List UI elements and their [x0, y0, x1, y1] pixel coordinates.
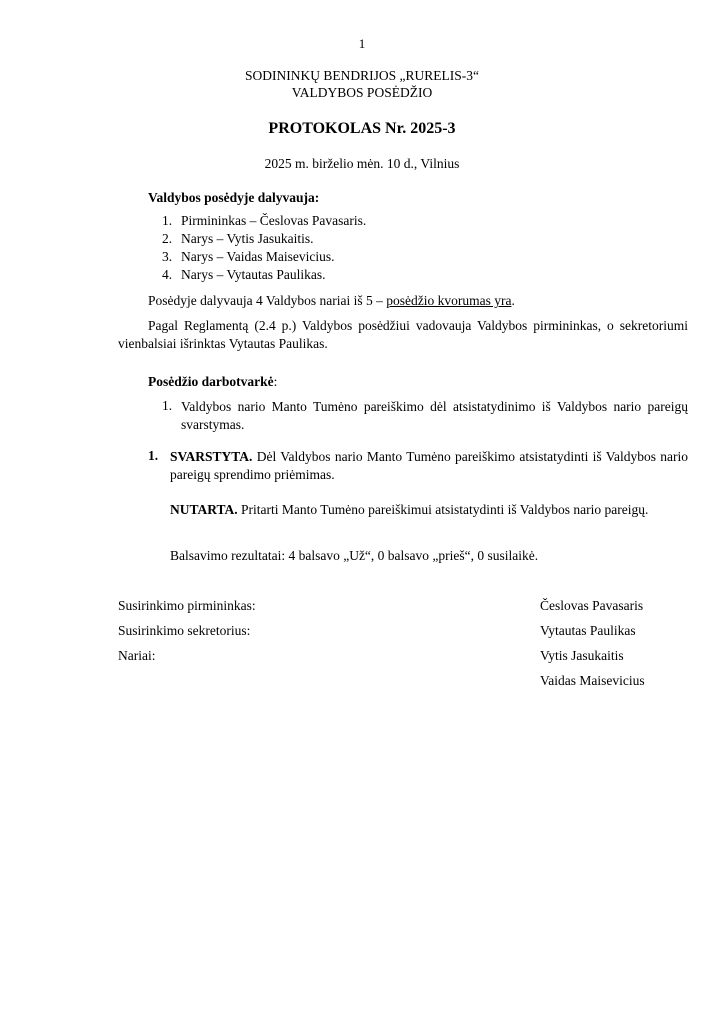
secretary-name: Vytautas Paulikas [540, 623, 636, 638]
signature-names [540, 597, 645, 697]
signature-labels [118, 597, 256, 672]
members-label: Nariai: [118, 648, 156, 663]
document-title: PROTOKOLAS Nr. 2025-3 [268, 120, 456, 137]
considered-label: SVARSTYTA. [170, 449, 253, 464]
org-name: SODININKŲ BENDRIJOS „RURELIS-3“ [245, 68, 479, 83]
considered-paragraph: SVARSTYTA. Dėl Valdybos nario Manto Tumėno pareiškimo atsistatydinti iš Valdybos nario pareigų sprendimo priėmimas. [170, 449, 688, 482]
quorum-statement: Posėdyje dalyvauja 4 Valdybos nariai iš 5 – posėdžio kvorumas yra. [148, 293, 515, 308]
chair-label: Susirinkimo pirmininkas: [118, 598, 256, 613]
organization-header [0, 67, 724, 101]
attendance-list [162, 212, 366, 284]
agenda-item [162, 398, 688, 433]
list-item: 4. Narys – Vytautas Paulikas. [162, 267, 326, 282]
member-name: Narys – Vaidas Maisevicius. [181, 249, 335, 264]
page-number: 1 [358, 36, 366, 51]
attendance-heading: Valdybos posėdyje dalyvauja: [148, 190, 320, 205]
member-name: Narys – Vytautas Paulikas. [181, 267, 326, 282]
decided-label: NUTARTA. [170, 502, 238, 517]
agenda-heading: Posėdžio darbotvarkė: [148, 374, 278, 389]
member-name: Vytis Jasukaitis [540, 648, 624, 663]
member-name: Pirmininkas – Česlovas Pavasaris. [181, 213, 367, 228]
agenda-item-number: 1. [162, 398, 173, 413]
item-number: 1. [148, 448, 159, 463]
quorum-underlined: posėdžio kvorumas yra [386, 293, 512, 308]
decided-paragraph: NUTARTA. Pritarti Manto Tumėno pareiškimui atsistatydinti iš Valdybos nario pareigų. [170, 502, 649, 517]
member-name: Vaidas Maisevicius [540, 673, 645, 688]
list-item: 1. Pirmininkas – Česlovas Pavasaris. [162, 213, 367, 228]
member-name: Narys – Vytis Jasukaitis. [181, 231, 314, 246]
regulation-paragraph: Pagal Reglamentą (2.4 p.) Valdybos posėdžiui vadovauja Valdybos pirmininkas, o sekretoriumi vienbalsiai išrinktas Vytautas Paulikas. [118, 318, 688, 351]
chair-name: Česlovas Pavasaris [540, 598, 644, 613]
list-item: 2. Narys – Vytis Jasukaitis. [162, 231, 314, 246]
meeting-type: VALDYBOS POSĖDŽIO [291, 85, 433, 100]
agenda-item-text: Valdybos nario Manto Tumėno pareiškimo dėl atsistatydinimo iš Valdybos nario pareigų svarstymas. [181, 399, 688, 432]
vote-result: Balsavimo rezultatai: 4 balsavo „Už“, 0 balsavo „prieš“, 0 susilaikė. [170, 548, 539, 563]
secretary-label: Susirinkimo sekretorius: [118, 623, 251, 638]
date-and-place: 2025 m. birželio mėn. 10 d., Vilnius [264, 156, 460, 171]
list-item: 3. Narys – Vaidas Maisevicius. [162, 249, 335, 264]
